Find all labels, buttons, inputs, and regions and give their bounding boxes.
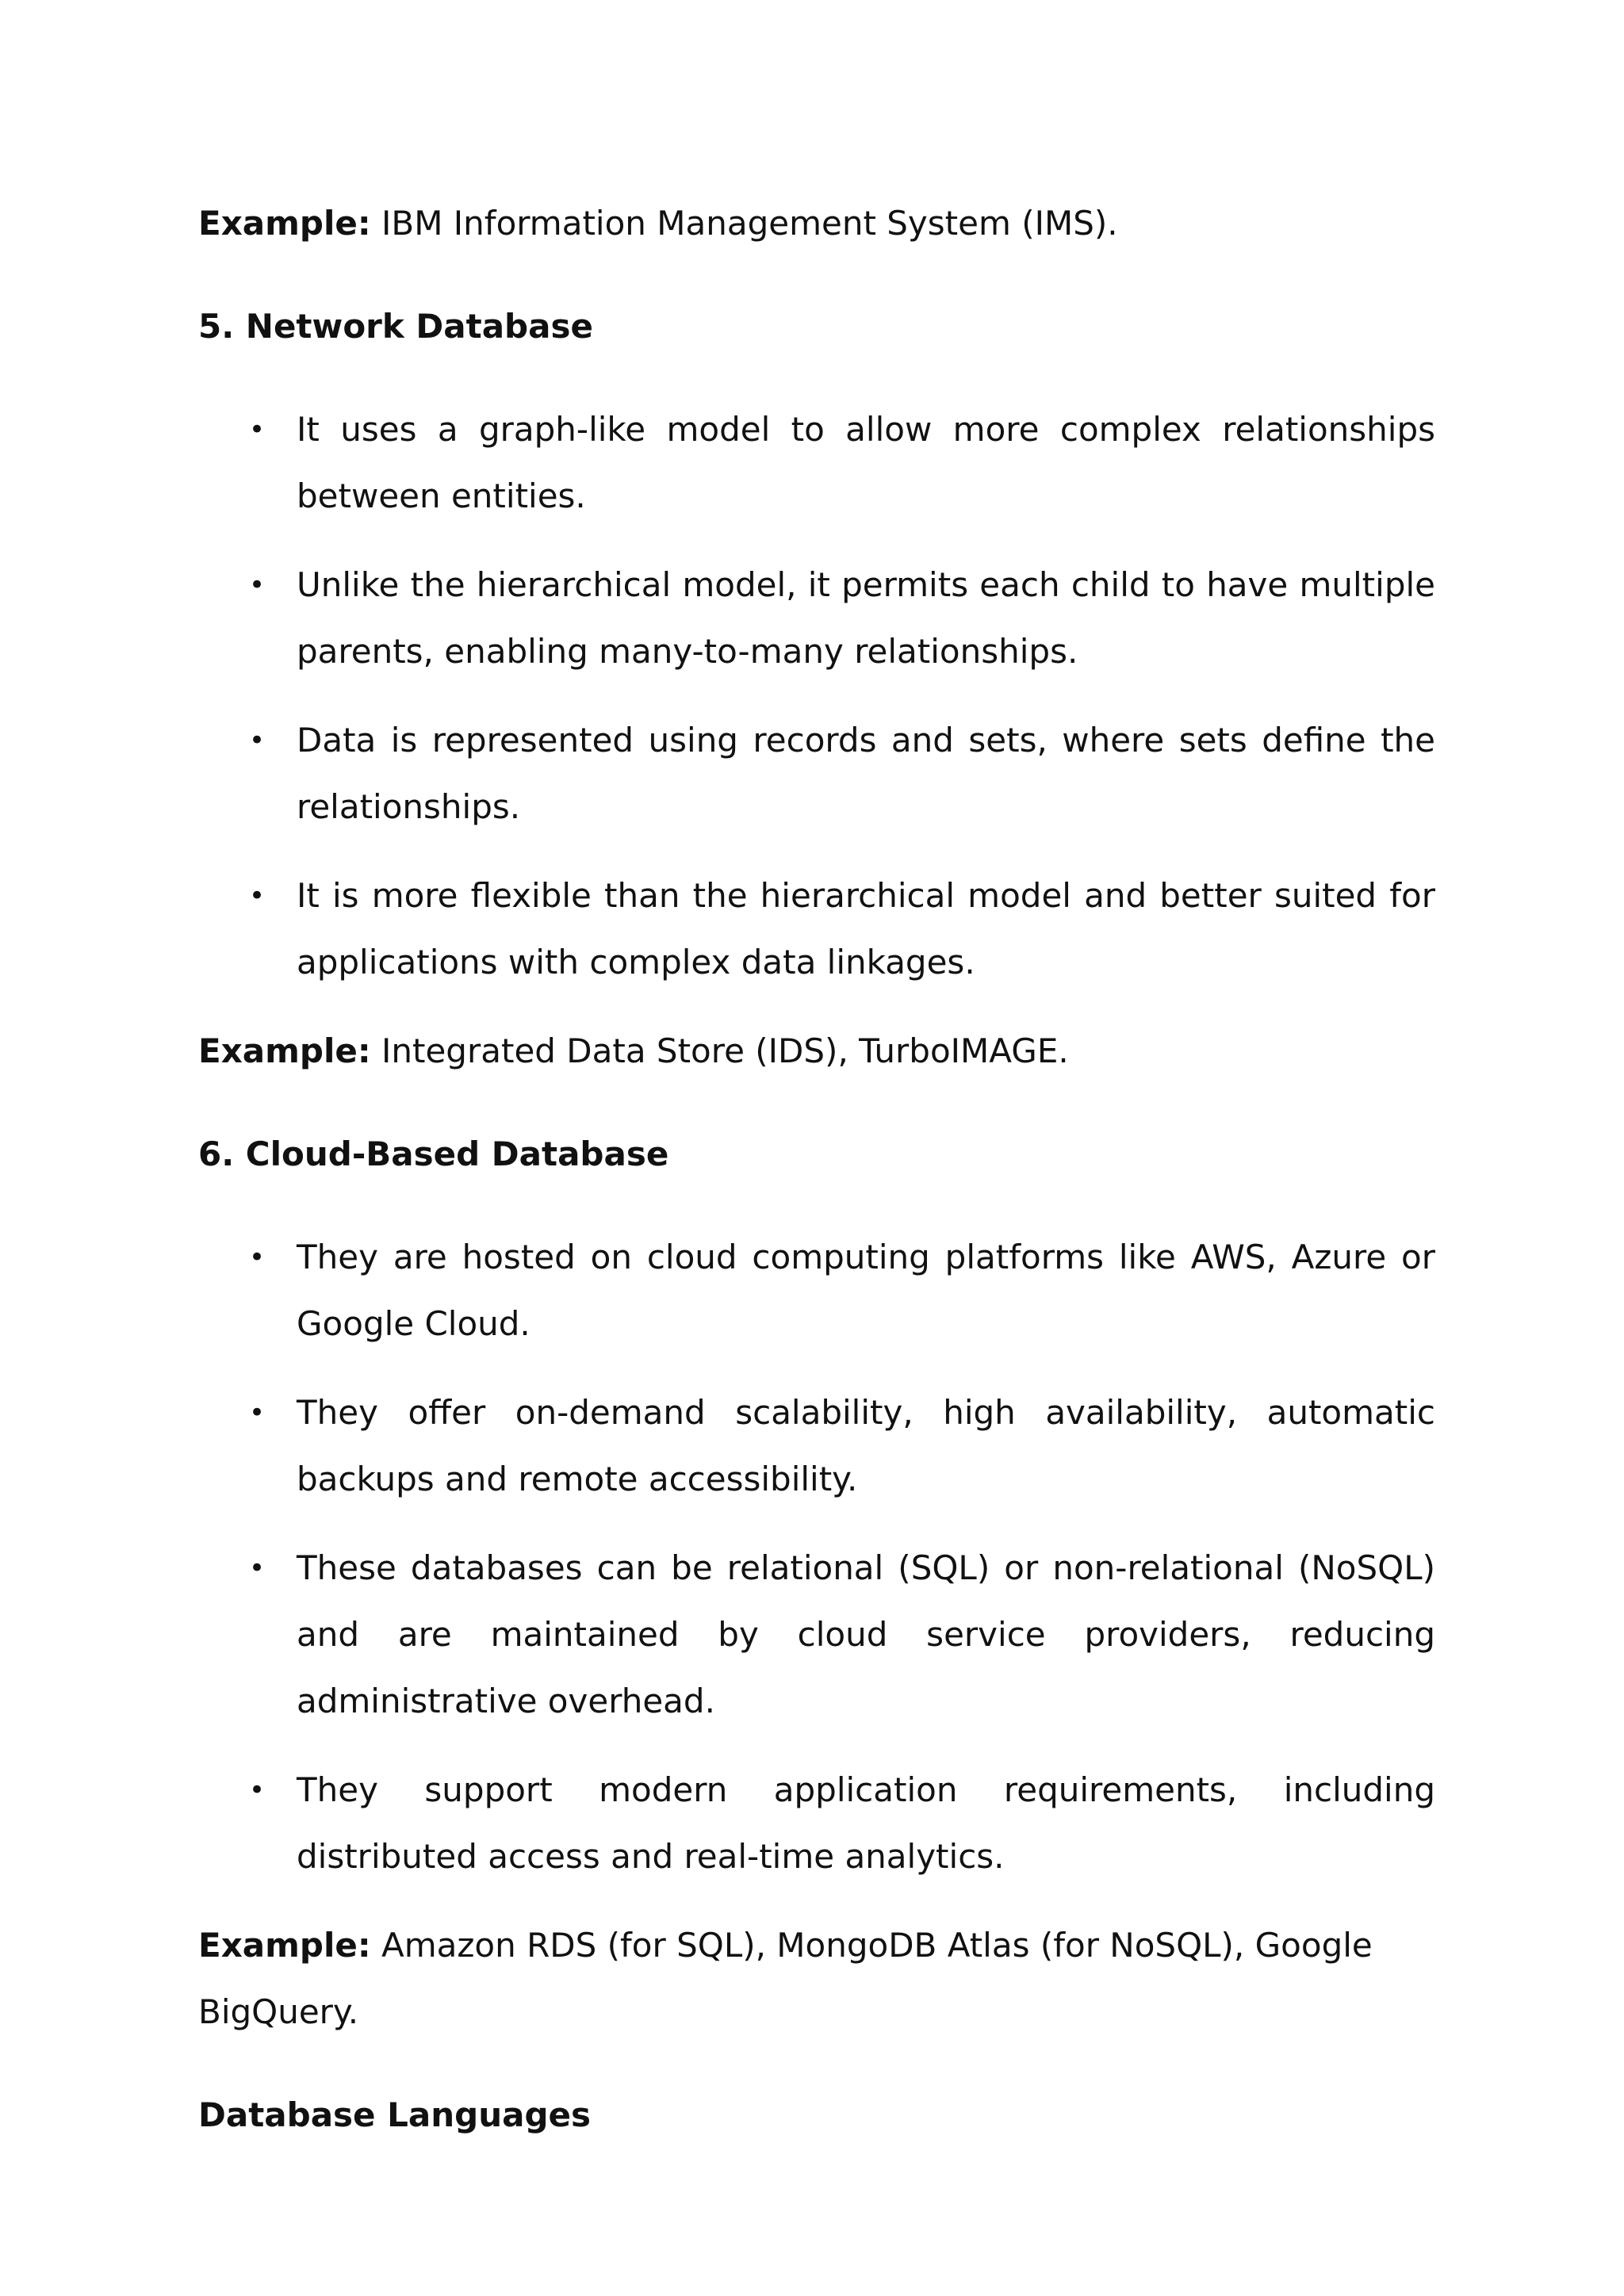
- list-item: [198, 1535, 1435, 1735]
- section-heading-database-languages: Database Languages: [198, 2095, 591, 2134]
- list-item: [198, 552, 1435, 685]
- bullet-text: It is more flexible than the hierarchical model and better suited for applications with complex data linkages.: [297, 876, 1435, 982]
- bullet-icon: •: [249, 1242, 266, 1273]
- section-heading-cloud-based-database: 6. Cloud-Based Database: [198, 1135, 669, 1173]
- network-bullet-list: [198, 396, 1435, 996]
- bullet-text: Data is represented using records and sets, where sets define the relationships.: [297, 721, 1435, 826]
- list-item: [198, 1757, 1435, 1890]
- list-item: [198, 707, 1435, 840]
- bullet-icon: •: [249, 414, 266, 446]
- bullet-text: It uses a graph-like model to allow more complex relationships between entities.: [297, 410, 1435, 515]
- example-label: Example:: [198, 204, 371, 243]
- bullet-icon: •: [249, 880, 266, 912]
- list-item: [198, 1380, 1435, 1513]
- list-item: [198, 396, 1435, 530]
- bullet-icon: •: [249, 1397, 266, 1429]
- bullet-icon: •: [249, 725, 266, 756]
- example-label: Example:: [198, 1031, 371, 1070]
- example-label: Example:: [198, 1926, 371, 1965]
- example-text: Amazon RDS (for SQL), MongoDB Atlas (for NoSQL), Google BigQuery.: [198, 1926, 1373, 2031]
- document-page: [198, 190, 1435, 2185]
- bullet-icon: •: [249, 569, 266, 601]
- example-network: [198, 1018, 1435, 1085]
- example-text: Integrated Data Store (IDS), TurboIMAGE.: [370, 1031, 1069, 1070]
- example-cloud: [198, 1912, 1435, 2045]
- list-item: [198, 1224, 1435, 1357]
- example-ims: [198, 190, 1435, 257]
- bullet-text: Unlike the hierarchical model, it permits each child to have multiple parents, enabling many-to-many relationships.: [297, 565, 1435, 671]
- section-heading-network-database: 5. Network Database: [198, 307, 593, 346]
- list-item: [198, 863, 1435, 996]
- bullet-text: They offer on-demand scalability, high availability, automatic backups and remote accessibility.: [297, 1393, 1435, 1498]
- bullet-text: They support modern application requirements, including distributed access and real-time analytics.: [297, 1770, 1435, 1876]
- bullet-text: They are hosted on cloud computing platforms like AWS, Azure or Google Cloud.: [297, 1238, 1435, 1343]
- bullet-icon: •: [249, 1552, 266, 1584]
- bullet-text: These databases can be relational (SQL) or non-relational (NoSQL) and are maintained by cloud service providers, reducing administrative overhead.: [297, 1548, 1435, 1720]
- cloud-bullet-list: [198, 1224, 1435, 1890]
- bullet-icon: •: [249, 1774, 266, 1806]
- example-text: IBM Information Management System (IMS).: [370, 204, 1118, 243]
